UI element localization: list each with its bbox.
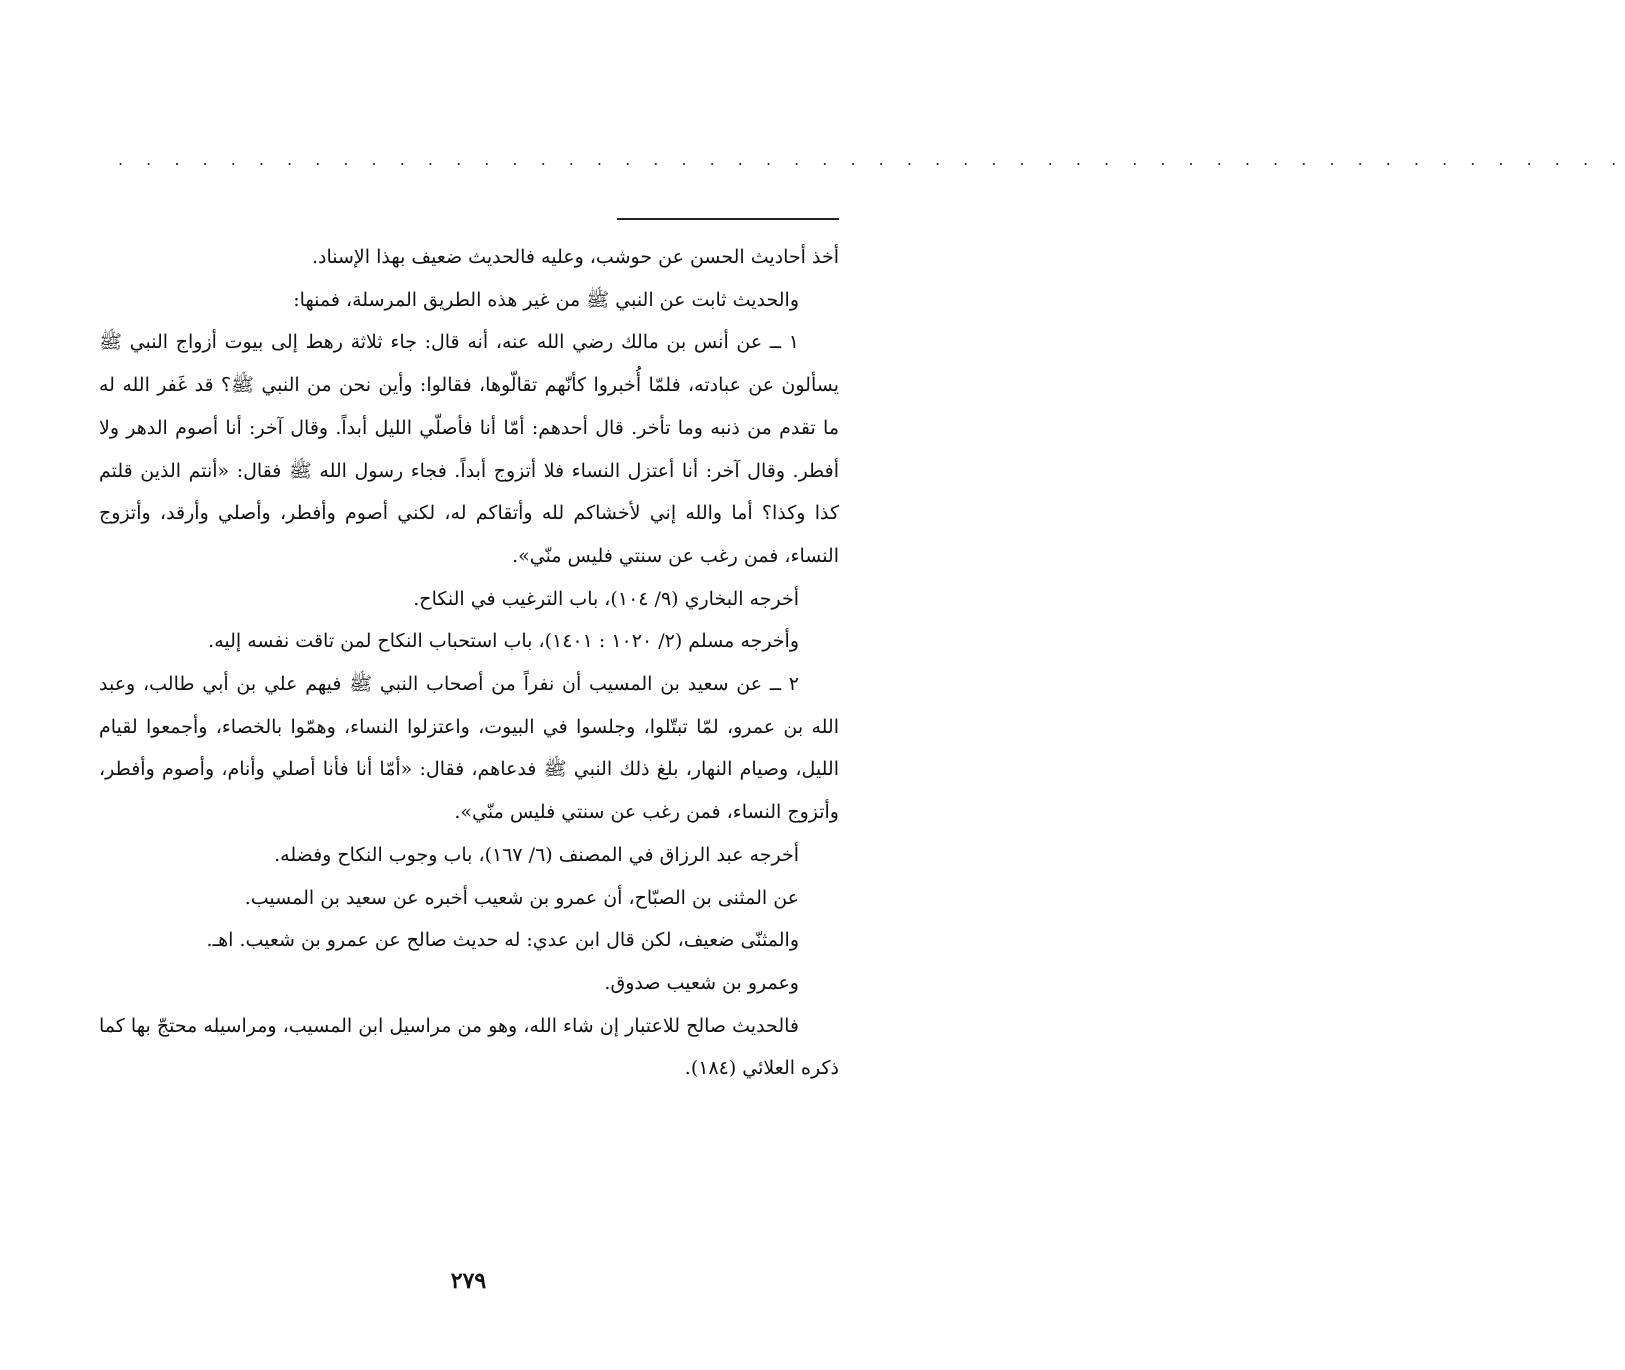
paragraph: فالحديث صالح للاعتبار إن شاء الله، وهو من مراسيل ابن المسيب، ومراسيله محتجّ بها كما ذكره العلائي (١٨٤). [99,1014,839,1080]
page-body [99,236,839,1090]
paragraph: أخرجه عبد الرزاق في المصنف (٦/ ١٦٧)، باب وجوب النكاح وفضله. [274,843,799,866]
paragraph: والمثنّى ضعيف، لكن قال ابن عدي: له حديث صالح عن عمرو بن شعيب. اهـ. [206,929,799,952]
paragraph: عن المثنى بن الصبّاح، أن عمرو بن شعيب أخبره عن سعيد بن المسيب. [244,886,799,909]
paragraph: ٢ ــ عن سعيد بن المسيب أن نفراً من أصحاب النبي ﷺ فيهم علي بن أبي طالب، وعبد الله بن عمرو، لمّا تبتّلوا، وجلسوا في البيوت، واعتزلوا النساء، وهمّوا بالخصاء، وأجمعوا لقيام الليل، وصيام النهار، بلغ ذلك النبي ﷺ فدعاهم، فقال: «أمّا أنا فأنا أصلي وأنام، وأصوم وأفطر، وأتزوج النساء، فمن رغب عن سنتي فليس منّي». [99,673,839,824]
paragraph: والحديث ثابت عن النبي ﷺ من غير هذه الطريق المرسلة، فمنها: [293,288,799,311]
paragraph: وعمرو بن شعيب صدوق. [604,971,799,994]
paragraph: أخذ أحاديث الحسن عن حوشب، وعليه فالحديث ضعيف بهذا الإسناد. [311,246,839,268]
footnote-rule [617,218,839,220]
paragraph: أخرجه البخاري (٩/ ١٠٤)، باب الترغيب في النكاح. [413,587,799,610]
paragraph: ١ ــ عن أنس بن مالك رضي الله عنه، أنه قال: جاء ثلاثة رهط إلى بيوت أزواج النبي ﷺ يسألون عن عبادته، فلمّا أُخبروا كأنّهم تقالّوها، فقالوا: وأين نحن من النبي ﷺ؟ قد غَفر الله له ما تقدم من ذنبه وما تأخر. قال أحدهم: أمّا أنا فأصلّي الليل أبداً. وقال آخر: أنا أصوم الدهر ولا أفطر. وقال آخر: أنا أعتزل النساء فلا أتزوج أبداً. فجاء رسول الله ﷺ فقال: «أنتم الذين قلتم كذا وكذا؟ أما والله إني لأخشاكم لله وأتقاكم له، لكني أصوم وأفطر، وأصلي وأرقد، وأتزوج النساء، فمن رغب عن سنتي فليس منّي». [99,331,839,567]
page-number: ٢٧٩ [450,1268,487,1294]
separator-dots: . . . . . . . . . . . . . . . . . . . . . . . . . . . . . . . . . . . . . . . . . . . . . . . . . . . . . . [118,150,1625,169]
paragraph: وأخرجه مسلم (٢/ ١٠٢٠ : ١٤٠١)، باب استحباب النكاح لمن تاقت نفسه إليه. [208,630,799,653]
